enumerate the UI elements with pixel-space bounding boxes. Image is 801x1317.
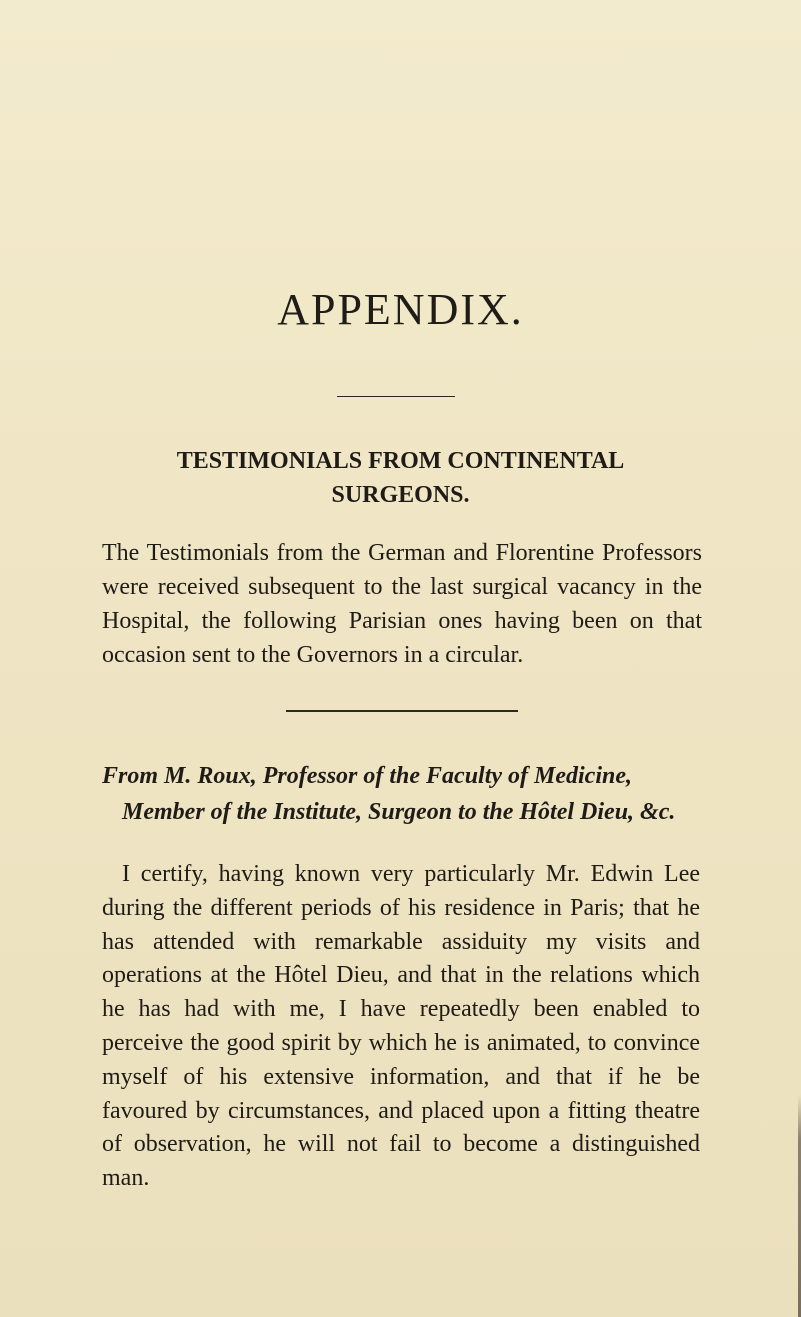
attribution-line-2: Member of the Institute, Surgeon to the Hôtel Dieu, &c. bbox=[122, 799, 676, 825]
attribution-line-1: M. Roux, Professor of the Faculty of Medicine, bbox=[164, 763, 633, 789]
section-heading bbox=[0, 444, 801, 512]
section-heading-line-1: TESTIMONIALS FROM CONTINENTAL bbox=[176, 448, 625, 474]
section-heading-line-2: SURGEONS. bbox=[331, 482, 470, 508]
intro-paragraph bbox=[102, 536, 702, 672]
section-divider bbox=[286, 710, 518, 712]
testimonial-body bbox=[102, 858, 700, 1196]
page-title: APPENDIX. bbox=[277, 285, 524, 334]
testimonial-paragraph: I certify, having known very particularly Mr. Edwin Lee during the different periods of his residence in Paris; that he has attended with remarkable assiduity my visits and operations at the Hôtel Dieu, and that in the relations which he has had with me, I have repeatedly been enabled to perceive the good spirit by which he is animated, to convince myself of his extensive information, and that if he be favoured by circumstances, and placed upon a fitting theatre of observation, he will not fail to become a distinguished man. bbox=[102, 861, 700, 1192]
testimonial-attribution bbox=[102, 758, 722, 830]
title-divider bbox=[337, 396, 455, 397]
intro-paragraph-text: The Testimonials from the German and Florentine Professors were received subsequent to the last surgical vacancy in the Hospital, the following Parisian ones having been on that occasion sent to the Governors in a circular. bbox=[102, 540, 702, 668]
attribution-from-label: From bbox=[102, 763, 159, 789]
